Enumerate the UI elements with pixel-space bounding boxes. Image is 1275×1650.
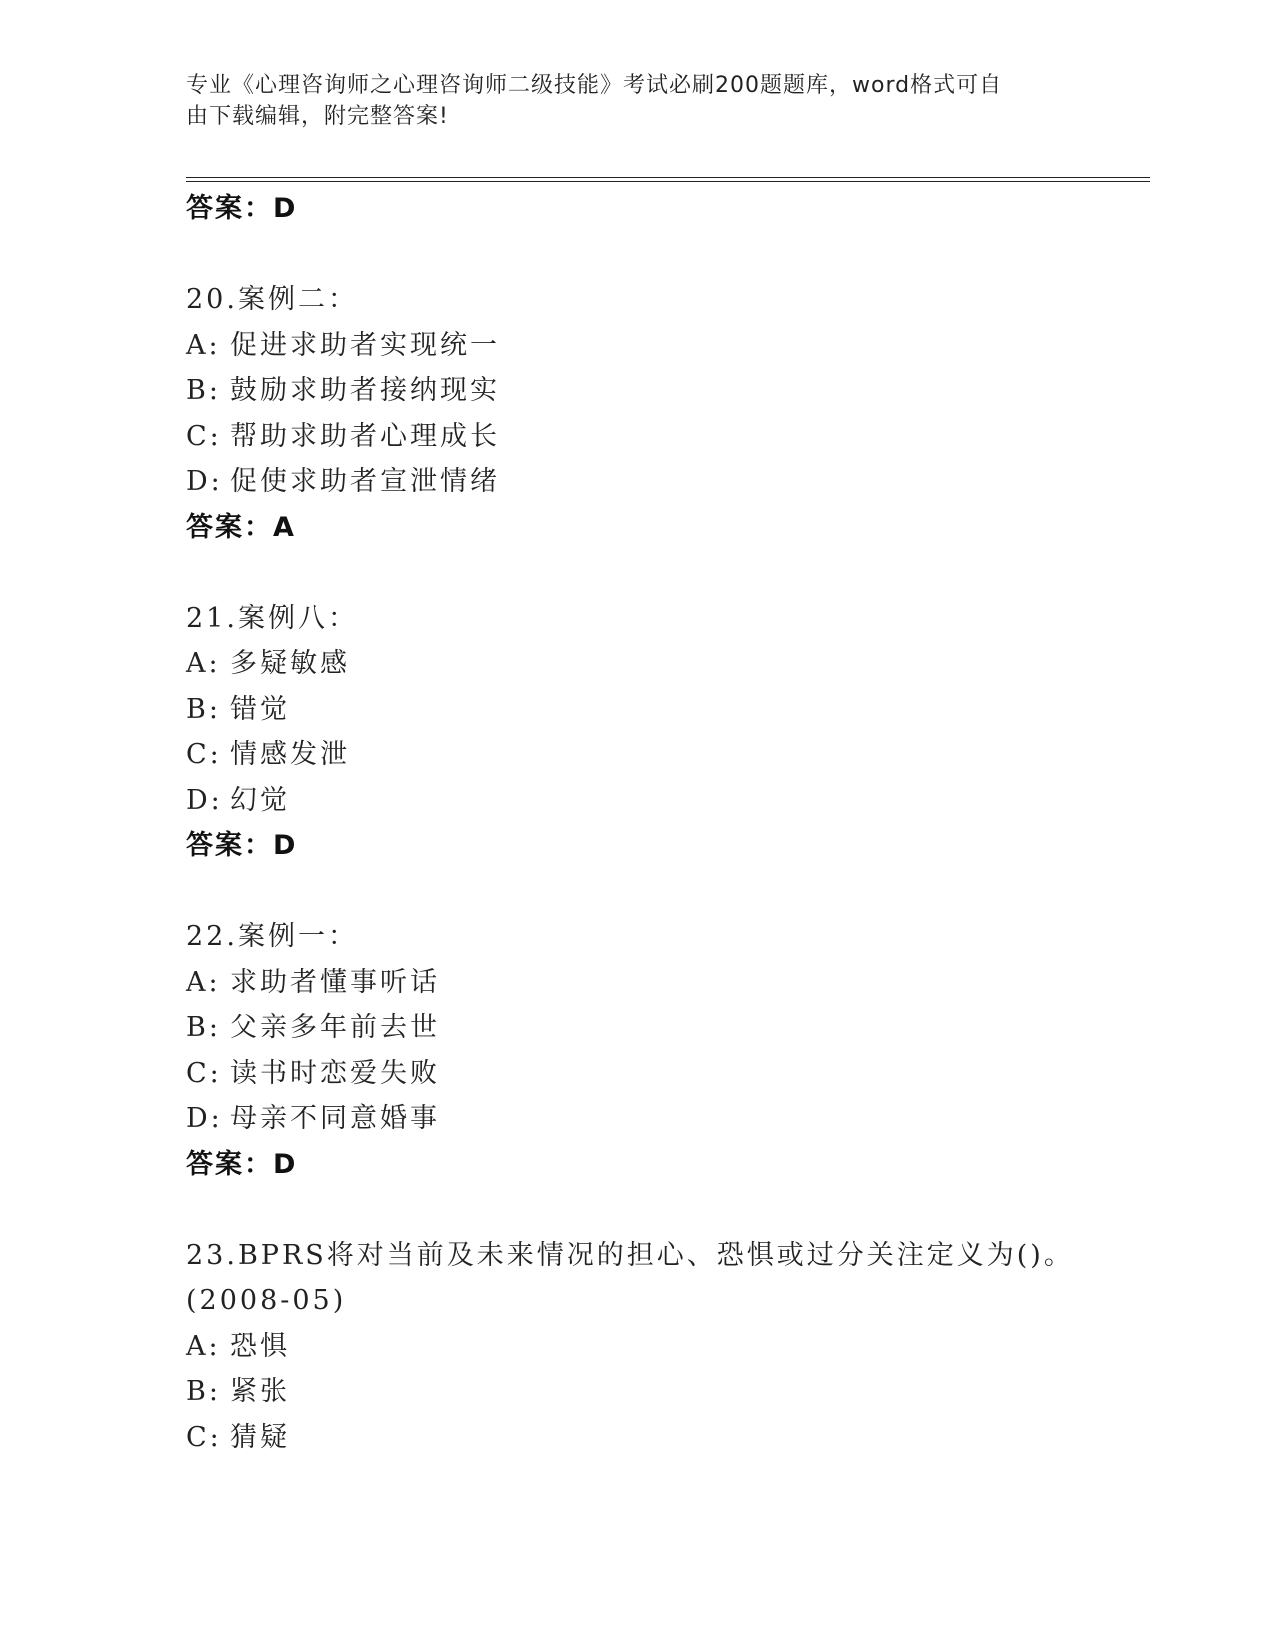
- option-text: 父亲多年前去世: [230, 1012, 440, 1043]
- option-line: [186, 368, 1146, 414]
- option-text: 猜疑: [230, 1421, 290, 1453]
- page-header: [186, 70, 1066, 132]
- option-letter: C:: [186, 420, 222, 452]
- header-divider-top: [186, 177, 1150, 178]
- question-title-continuation: (2008-05): [186, 1285, 347, 1316]
- question-title: 23.BPRS将对当前及未来情况的担心、恐惧或过分关注定义为()。: [186, 1239, 1074, 1271]
- document-body: [186, 186, 1146, 1460]
- option-line: [186, 323, 1146, 369]
- header-text-line-1: 专业《心理咨询师之心理咨询师二级技能》考试必刷200题题库，word格式可自: [186, 73, 1003, 98]
- option-text: 促使求助者宣泄情绪: [230, 466, 500, 497]
- option-text: 紧张: [230, 1376, 290, 1407]
- option-letter: B:: [186, 1012, 221, 1043]
- answer-line: 答案：D: [186, 830, 298, 861]
- option-letter: A:: [186, 1330, 221, 1362]
- option-letter: C:: [186, 1057, 222, 1089]
- question-title: 20.案例二：: [186, 284, 358, 315]
- option-line: [186, 1415, 1146, 1461]
- option-letter: C:: [186, 1421, 222, 1453]
- option-text: 求助者懂事听话: [230, 966, 440, 998]
- question-block: [186, 914, 1146, 1187]
- option-text: 幻觉: [230, 784, 290, 816]
- question-title: 21.案例八：: [186, 602, 358, 634]
- option-text: 恐惧: [230, 1330, 290, 1362]
- option-letter: D:: [186, 466, 223, 497]
- option-text: 情感发泄: [230, 739, 350, 770]
- option-text: 读书时恋爱失败: [230, 1057, 440, 1089]
- option-letter: D:: [186, 1103, 223, 1134]
- answer-line: 答案：D: [186, 1148, 298, 1180]
- answer-line: 答案：D: [186, 193, 298, 224]
- spacer: [186, 550, 1146, 596]
- question-block: [186, 277, 1146, 550]
- option-line: [186, 732, 1146, 778]
- option-letter: A:: [186, 966, 221, 998]
- answer-line: 答案：A: [186, 511, 296, 543]
- option-line: [186, 459, 1146, 505]
- option-line: [186, 1051, 1146, 1097]
- option-letter: D:: [186, 784, 223, 816]
- option-text: 错觉: [230, 693, 290, 725]
- option-line: [186, 1005, 1146, 1051]
- option-line: [186, 1096, 1146, 1142]
- option-text: 促进求助者实现统一: [230, 329, 500, 361]
- option-line: [186, 778, 1146, 824]
- option-letter: B:: [186, 693, 221, 725]
- option-letter: B:: [186, 1376, 221, 1407]
- option-text: 多疑敏感: [230, 648, 350, 679]
- header-text-line-2: 由下载编辑，附完整答案!: [186, 104, 449, 129]
- option-text: 鼓励求助者接纳现实: [230, 375, 500, 406]
- spacer: [186, 869, 1146, 915]
- option-text: 母亲不同意婚事: [230, 1103, 440, 1134]
- option-letter: B:: [186, 375, 221, 406]
- option-letter: A:: [186, 329, 221, 361]
- spacer: [186, 1187, 1146, 1233]
- option-letter: A:: [186, 648, 221, 679]
- header-divider-bottom: [186, 181, 1150, 182]
- option-line: [186, 1324, 1146, 1370]
- option-line: [186, 1369, 1146, 1415]
- option-text: 帮助求助者心理成长: [230, 420, 500, 452]
- question-block: [186, 1233, 1146, 1461]
- option-letter: C:: [186, 739, 222, 770]
- option-line: [186, 414, 1146, 460]
- option-line: [186, 641, 1146, 687]
- option-line: [186, 687, 1146, 733]
- spacer: [186, 232, 1146, 278]
- question-title: 22.案例一：: [186, 921, 358, 952]
- option-line: [186, 960, 1146, 1006]
- question-block: [186, 596, 1146, 869]
